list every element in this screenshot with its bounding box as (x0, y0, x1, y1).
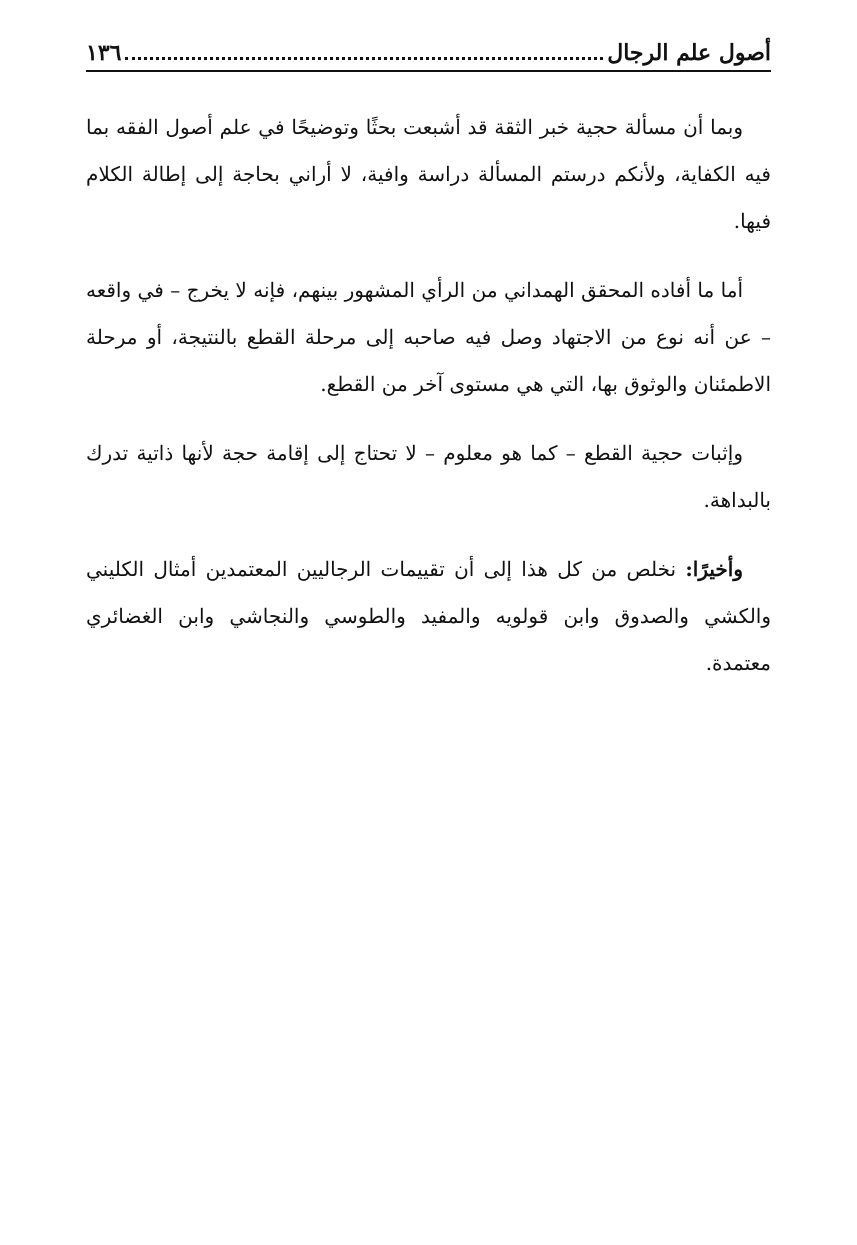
document-page (86, 0, 771, 1245)
paragraph-text: وبما أن مسألة حجية خبر الثقة قد أشبعت بحثًا وتوضيحًا في علم أصول الفقه بما فيه الكفاية، ولأنكم درستم المسألة دراسة وافية، لا أراني بحاجة إلى إطالة الكلام فيها. (86, 115, 771, 233)
paragraph (86, 104, 771, 245)
paragraph (86, 267, 771, 408)
header-title: أصول علم الرجال (607, 40, 771, 66)
paragraph-text: نخلص من كل هذا إلى أن تقييمات الرجاليين المعتمدين أمثال الكليني والكشي والصدوق وابن قولويه والمفيد والطوسي والنجاشي وابن الغضائري معتمدة. (86, 557, 771, 675)
paragraph-text: وإثبات حجية القطع – كما هو معلوم – لا تحتاج إلى إقامة حجة لأنها ذاتية تدرك بالبداهة. (86, 441, 771, 512)
page-number: ١٣٦ (86, 40, 122, 66)
paragraph-text: أما ما أفاده المحقق الهمداني من الرأي المشهور بينهم، فإنه لا يخرج – في واقعه – عن أنه نوع من الاجتهاد وصل فيه صاحبه إلى مرحلة القطع بالنتيجة، أو مرحلة الاطمئنان والوثوق بها، التي هي مستوى آخر من القطع. (86, 278, 771, 396)
body-text (86, 104, 771, 709)
header-dot-leader (125, 57, 603, 60)
paragraph (86, 546, 771, 687)
paragraph (86, 430, 771, 524)
running-header (86, 36, 771, 72)
paragraph-lead: وأخيرًا: (685, 557, 743, 581)
